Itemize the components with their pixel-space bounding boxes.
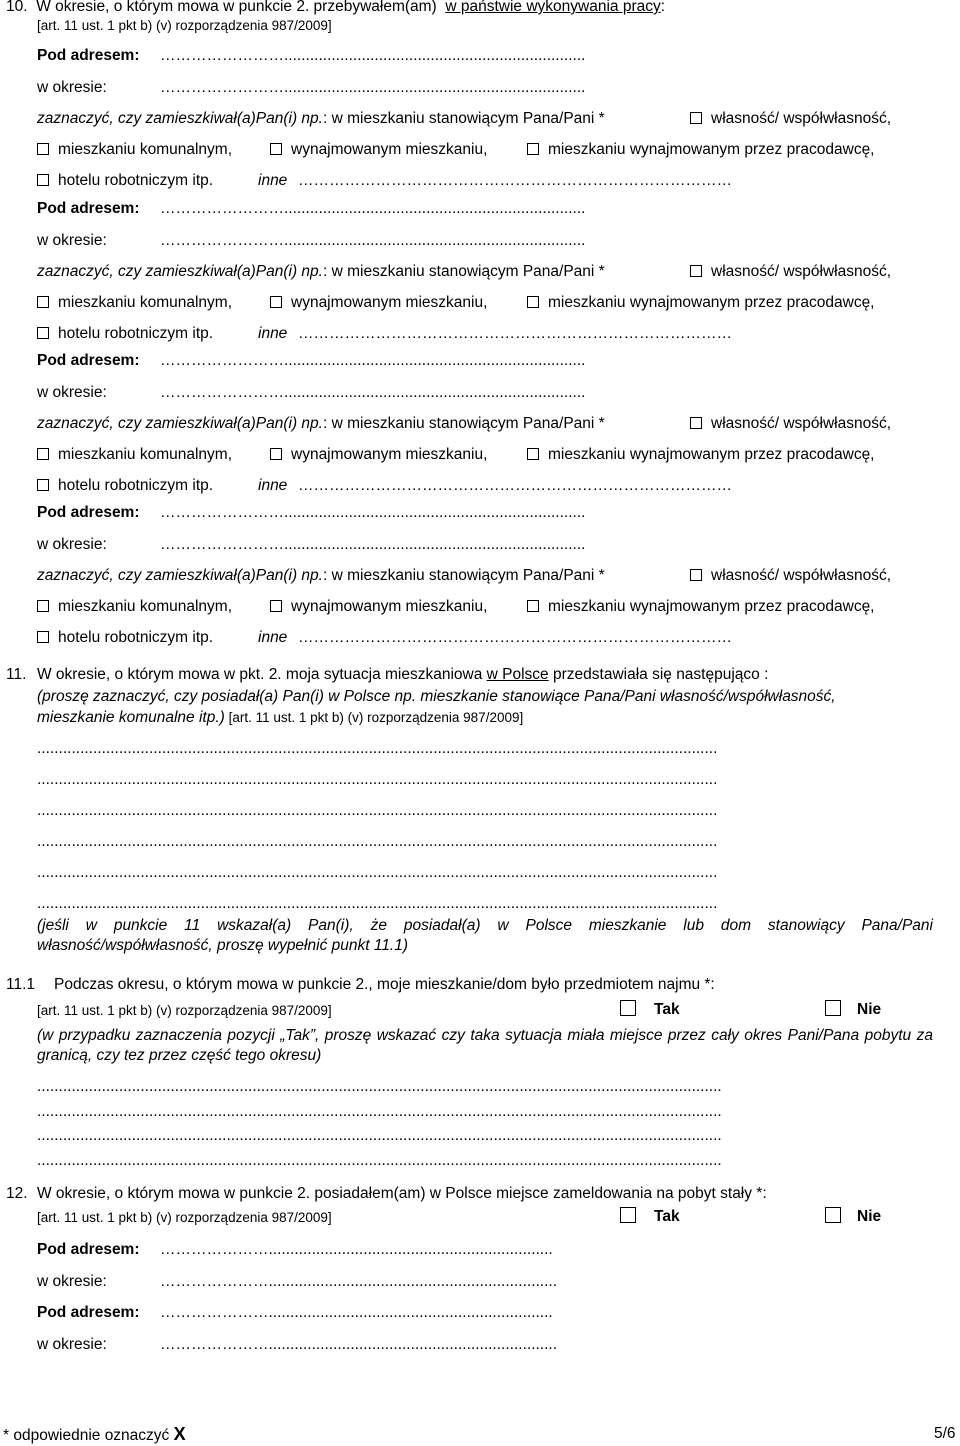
checkbox-municipal[interactable] [37, 448, 49, 460]
option-municipal-label: mieszkaniu komunalnym, [58, 294, 233, 311]
checkbox-municipal[interactable] [37, 143, 49, 155]
option-employer-label: mieszkaniu wynajmowanym przez pracodawcę, [548, 141, 875, 158]
option-municipal[interactable] [37, 446, 232, 464]
address-field[interactable]: ………………….................................................................. [160, 1304, 553, 1321]
option-owner[interactable] [690, 110, 891, 128]
checkbox-hotel[interactable] [37, 327, 49, 339]
option-employer-label: mieszkaniu wynajmowanym przez pracodawcę, [548, 294, 875, 311]
mark-instruction-a: zaznaczyć, czy zamieszkiwał(a)Pan(i) np. [37, 110, 323, 127]
checkbox-hotel[interactable] [37, 174, 49, 186]
option-hotel-label: hotelu robotniczym itp. [58, 629, 214, 646]
checkbox-employer[interactable] [527, 448, 539, 460]
option-municipal-label: mieszkaniu komunalnym, [58, 598, 233, 615]
section-12-text: W okresie, o którym mowa w punkcie 2. posiadałem(am) w Polsce miejsce zameldowania na pobyt stały *: [37, 1185, 767, 1202]
mark-instruction-b: : w mieszkaniu stanowiącym Pana/Pani * [322, 567, 605, 584]
option-municipal[interactable] [37, 598, 232, 616]
option-municipal[interactable] [37, 294, 232, 312]
option-other-label: inne [258, 172, 288, 189]
mark-instruction [37, 415, 605, 433]
option-no[interactable] [825, 1000, 881, 1019]
checkbox-municipal[interactable] [37, 296, 49, 308]
checkbox-yes[interactable] [620, 1207, 636, 1223]
section-11-instruction-2 [37, 709, 523, 727]
mark-instruction-a: zaznaczyć, czy zamieszkiwał(a)Pan(i) np. [37, 263, 323, 280]
period-label: w okresie: [37, 1336, 107, 1353]
option-rented-label: wynajmowanym mieszkaniu, [291, 294, 488, 311]
option-no-label: Nie [857, 1001, 882, 1018]
checkbox-hotel[interactable] [37, 479, 49, 491]
section-11-note: (jeśli w punkcie 11 wskazał(a) Pan(i), że posiadał(a) w Polsce mieszkanie lub dom stanowiący Pana/Pani własność/współwłasność, proszę wypełnić punkt 11.1) [37, 917, 933, 954]
section-12-num: 12. [6, 1185, 28, 1202]
answer-line: .............................................................................................................................................................. [37, 833, 718, 850]
section-11-1-num: 11.1 [6, 976, 36, 993]
option-hotel[interactable] [37, 629, 213, 647]
option-owner[interactable] [690, 567, 891, 585]
option-rented[interactable] [270, 141, 487, 159]
section-11-answer[interactable] [37, 740, 907, 926]
period-field[interactable]: ……………………...................................................................... [160, 79, 586, 96]
checkbox-rented[interactable] [270, 143, 282, 155]
option-rented-label: wynajmowanym mieszkaniu, [291, 141, 488, 158]
option-yes[interactable] [620, 1000, 680, 1019]
section-11-1-legal-ref: [art. 11 ust. 1 pkt b) (v) rozporządzenia 987/2009] [37, 1003, 332, 1018]
option-hotel-label: hotelu robotniczym itp. [58, 325, 214, 342]
option-rented-label: wynajmowanym mieszkaniu, [291, 446, 488, 463]
mark-instruction-a: zaznaczyć, czy zamieszkiwał(a)Pan(i) np. [37, 415, 323, 432]
checkbox-municipal[interactable] [37, 600, 49, 612]
option-hotel[interactable] [37, 172, 213, 190]
heading-underlined: w państwie wykonywania pracy [445, 0, 661, 15]
option-other-label: inne [258, 325, 288, 342]
mark-instruction [37, 263, 605, 281]
option-other-label: inne [258, 629, 288, 646]
answer-line: .............................................................................................................................................................. [37, 802, 718, 819]
address-label: Pod adresem: [37, 1304, 140, 1321]
mark-instruction [37, 110, 605, 128]
option-rented[interactable] [270, 598, 487, 616]
checkbox-owner[interactable] [690, 417, 702, 429]
section-10-heading [6, 0, 665, 16]
option-owner-label: własność/ współwłasność, [711, 415, 892, 432]
answer-line: ............................................................................................................................................................... [37, 1102, 722, 1120]
period-field[interactable]: ……………………...................................................................... [160, 232, 586, 249]
checkbox-employer[interactable] [527, 143, 539, 155]
checkbox-owner[interactable] [690, 112, 702, 124]
answer-line: .............................................................................................................................................................. [37, 864, 718, 881]
address-field[interactable]: ……………………...................................................................... [160, 504, 586, 521]
footer-note [3, 1425, 186, 1445]
option-other-field[interactable]: ………………………………………………………………………… [298, 629, 732, 646]
section-11-instruction-2-text: mieszkanie komunalne itp.) [37, 709, 225, 726]
section-11-text-c: przedstawiała się następująco : [548, 666, 769, 683]
mark-instruction [37, 567, 605, 585]
address-field[interactable]: ……………………...................................................................... [160, 352, 586, 369]
section-11-1-text: Podczas okresu, o którym mowa w punkcie 2., moje mieszkanie/dom było przedmiotem najmu *: [54, 976, 715, 993]
option-yes-label: Tak [654, 1001, 680, 1018]
section-11-1-answer[interactable] [37, 1078, 912, 1176]
checkbox-rented[interactable] [270, 600, 282, 612]
section-11-num: 11. [6, 666, 27, 683]
option-hotel-label: hotelu robotniczym itp. [58, 172, 214, 189]
checkbox-yes[interactable] [620, 1000, 636, 1016]
mark-instruction-a: zaznaczyć, czy zamieszkiwał(a)Pan(i) np. [37, 567, 323, 584]
period-field[interactable]: …………………................................................................... [160, 1273, 558, 1290]
checkbox-employer[interactable] [527, 600, 539, 612]
page-number: 5/6 [934, 1425, 956, 1442]
option-owner[interactable] [690, 263, 891, 281]
answer-line: ............................................................................................................................................................... [37, 1078, 722, 1095]
option-yes-label: Tak [654, 1208, 680, 1225]
address-label: Pod adresem: [37, 352, 140, 369]
address-field[interactable]: ……………………...................................................................... [160, 47, 586, 64]
option-no-label: Nie [857, 1208, 882, 1225]
heading-colon: : [660, 0, 666, 15]
section-12-legal-ref: [art. 11 ust. 1 pkt b) (v) rozporządzenia 987/2009] [37, 1210, 332, 1225]
footer-note-text: * odpowiednie oznaczyć [3, 1427, 170, 1444]
option-hotel[interactable] [37, 477, 213, 495]
address-label: Pod adresem: [37, 47, 140, 64]
option-employer-label: mieszkaniu wynajmowanym przez pracodawcę, [548, 446, 875, 463]
checkbox-hotel[interactable] [37, 631, 49, 643]
footer-mark: X [173, 1424, 186, 1444]
option-other-field[interactable]: ………………………………………………………………………… [298, 477, 732, 494]
option-owner-label: własność/ współwłasność, [711, 110, 892, 127]
option-employer[interactable] [527, 446, 875, 464]
option-employer[interactable] [527, 598, 875, 616]
option-yes[interactable] [620, 1207, 680, 1226]
answer-line: .............................................................................................................................................................. [37, 740, 718, 757]
address-label: Pod adresem: [37, 1241, 140, 1258]
mark-instruction-b: : w mieszkaniu stanowiącym Pana/Pani * [322, 110, 605, 127]
option-municipal-label: mieszkaniu komunalnym, [58, 446, 233, 463]
section-number: 10. [6, 0, 28, 15]
address-label: Pod adresem: [37, 504, 140, 521]
checkbox-no[interactable] [825, 1207, 841, 1223]
address-field[interactable]: ……………………...................................................................... [160, 200, 586, 217]
address-label: Pod adresem: [37, 200, 140, 217]
option-rented-label: wynajmowanym mieszkaniu, [291, 598, 488, 615]
period-label: w okresie: [37, 1273, 107, 1290]
option-hotel-label: hotelu robotniczym itp. [58, 477, 214, 494]
option-other-field[interactable]: ………………………………………………………………………… [298, 325, 732, 342]
checkbox-no[interactable] [825, 1000, 841, 1016]
period-field[interactable]: ……………………...................................................................... [160, 536, 586, 553]
option-owner-label: własność/ współwłasność, [711, 263, 892, 280]
period-label: w okresie: [37, 232, 107, 249]
period-field[interactable]: ……………………...................................................................... [160, 384, 586, 401]
mark-instruction-b: : w mieszkaniu stanowiącym Pana/Pani * [322, 263, 605, 280]
option-other-field[interactable]: ………………………………………………………………………… [298, 172, 732, 189]
option-municipal-label: mieszkaniu komunalnym, [58, 141, 233, 158]
checkbox-rented[interactable] [270, 448, 282, 460]
option-rented[interactable] [270, 446, 487, 464]
answer-line: ............................................................................................................................................................... [37, 1127, 722, 1144]
mark-instruction-b: : w mieszkaniu stanowiącym Pana/Pani * [322, 415, 605, 432]
checkbox-rented[interactable] [270, 296, 282, 308]
period-label: w okresie: [37, 79, 107, 96]
option-municipal[interactable] [37, 141, 232, 159]
section-11-legal-ref: [art. 11 ust. 1 pkt b) (v) rozporządzenia 987/2009] [224, 710, 524, 725]
section-10-legal-ref: [art. 11 ust. 1 pkt b) (v) rozporządzenia 987/2009] [37, 18, 332, 33]
option-employer-label: mieszkaniu wynajmowanym przez pracodawcę, [548, 598, 875, 615]
option-owner[interactable] [690, 415, 891, 433]
section-11-instruction-1: (proszę zaznaczyć, czy posiadał(a) Pan(i) w Polsce np. mieszkanie stanowiące Pana/Pani własność/współwłasność, [37, 688, 836, 705]
section-11-1-note: (w przypadku zaznaczenia pozycji „Tak”, proszę wskazać czy taka sytuacja miała miejsce przez cały okres Pani/Pana pobytu za granicą, czy tez przez część tego okresu) [37, 1027, 933, 1064]
period-field[interactable]: …………………................................................................... [160, 1336, 558, 1353]
section-11-text-b: w Polsce [486, 666, 549, 683]
address-field[interactable]: ………………….................................................................. [160, 1241, 553, 1258]
period-label: w okresie: [37, 536, 107, 553]
checkbox-owner[interactable] [690, 265, 702, 277]
period-label: w okresie: [37, 384, 107, 401]
option-other-label: inne [258, 477, 288, 494]
checkbox-employer[interactable] [527, 296, 539, 308]
answer-line: ............................................................................................................................................................... [37, 1151, 722, 1169]
heading-text: W okresie, o którym mowa w punkcie 2. przebywałem(am) [36, 0, 437, 15]
option-owner-label: własność/ współwłasność, [711, 567, 892, 584]
checkbox-owner[interactable] [690, 569, 702, 581]
section-11-heading [37, 666, 768, 684]
option-rented[interactable] [270, 294, 487, 312]
answer-line: .............................................................................................................................................................. [37, 895, 718, 912]
answer-line: .............................................................................................................................................................. [37, 771, 718, 788]
option-employer[interactable] [527, 141, 875, 159]
option-no[interactable] [825, 1207, 881, 1226]
option-employer[interactable] [527, 294, 875, 312]
section-11-text-a: W okresie, o którym mowa w pkt. 2. moja sytuacja mieszkaniowa [37, 666, 487, 683]
option-hotel[interactable] [37, 325, 213, 343]
